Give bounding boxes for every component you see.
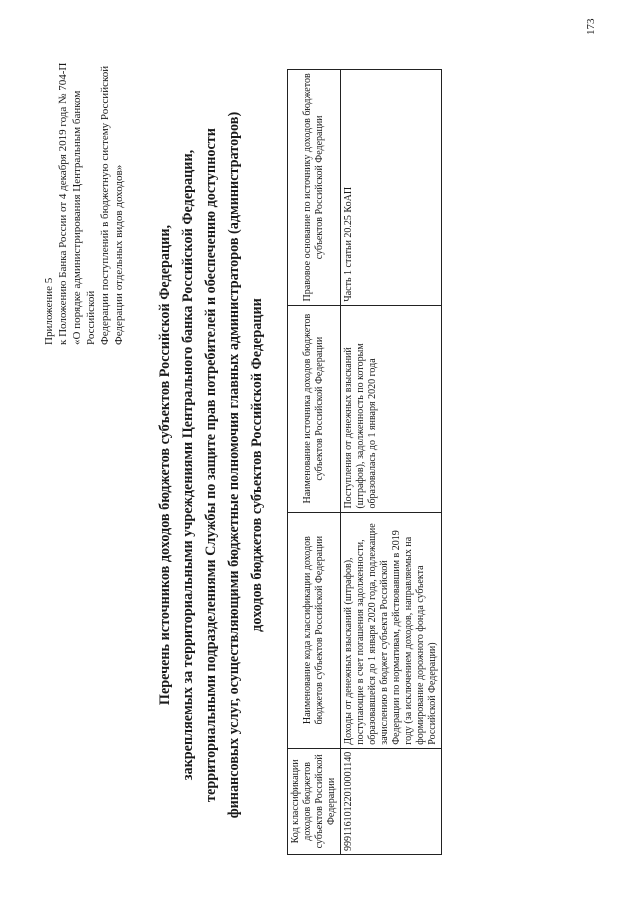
appendix-note [42,55,126,345]
appendix-line: «О порядке администрирования Центральным банком Российской [71,90,97,345]
appendix-title: Приложение 5 [43,277,55,345]
column-header-code: Код классификации доходов бюджетов субъектов Российской Федерации [288,748,341,854]
table-header-row [288,70,341,855]
title-line: закрепляемых за территориальными учреждениями Центрального банка Российской Федерации, [180,149,196,781]
title-line: территориальными подразделениями Службы по защите прав потребителей и обеспечению доступности [203,128,219,802]
column-header-code-name: Наименование кода классификации доходов бюджетов субъектов Российской Федерации [288,512,341,748]
document-title [154,75,269,855]
rotated-document [42,55,602,855]
appendix-line: к Положению Банка России от 4 декабря 2019 года № 704-П [57,62,69,345]
cell-code: 99911610122010001140 [341,748,442,854]
column-header-legal-basis: Правовое основание по источнику доходов бюджетов субъектов Российской Федерации [288,70,341,306]
title-line: Перечень источников доходов бюджетов субъектов Российской Федерации, [157,224,173,706]
title-line: доходов бюджетов субъектов Российской Федерации [249,298,265,632]
table-row [341,70,442,855]
cell-source-name: Поступления от денежных взысканий (штрафов), задолженность по которым образовалась до 1 января 2020 года [341,305,442,512]
revenue-sources-table [287,69,442,855]
cell-code-name: Доходы от денежных взысканий (штрафов), поступающие в счет погашения задолженности, образовавшейся до 1 января 2020 года, подлежащие зачислению в бюджет субъекта Российской Федерации по нормативам, действовавшим в 2019 году (за исключением доходов, направляемых на формирование дорожного фонда субъекта Российской Федерации) [341,512,442,748]
appendix-line: Федерации отдельных видов доходов» [113,164,125,345]
title-line: финансовых услуг, осуществляющими бюджетные полномочия главных администраторов (администраторов) [226,111,242,819]
cell-legal-basis: Часть 1 статьи 20.25 КоАП [341,70,442,306]
page-number: 173 [585,18,597,35]
appendix-line: Федерации поступлений в бюджетную систему Российской [99,65,111,345]
column-header-source-name: Наименование источника доходов бюджетов субъектов Российской Федерации [288,305,341,512]
